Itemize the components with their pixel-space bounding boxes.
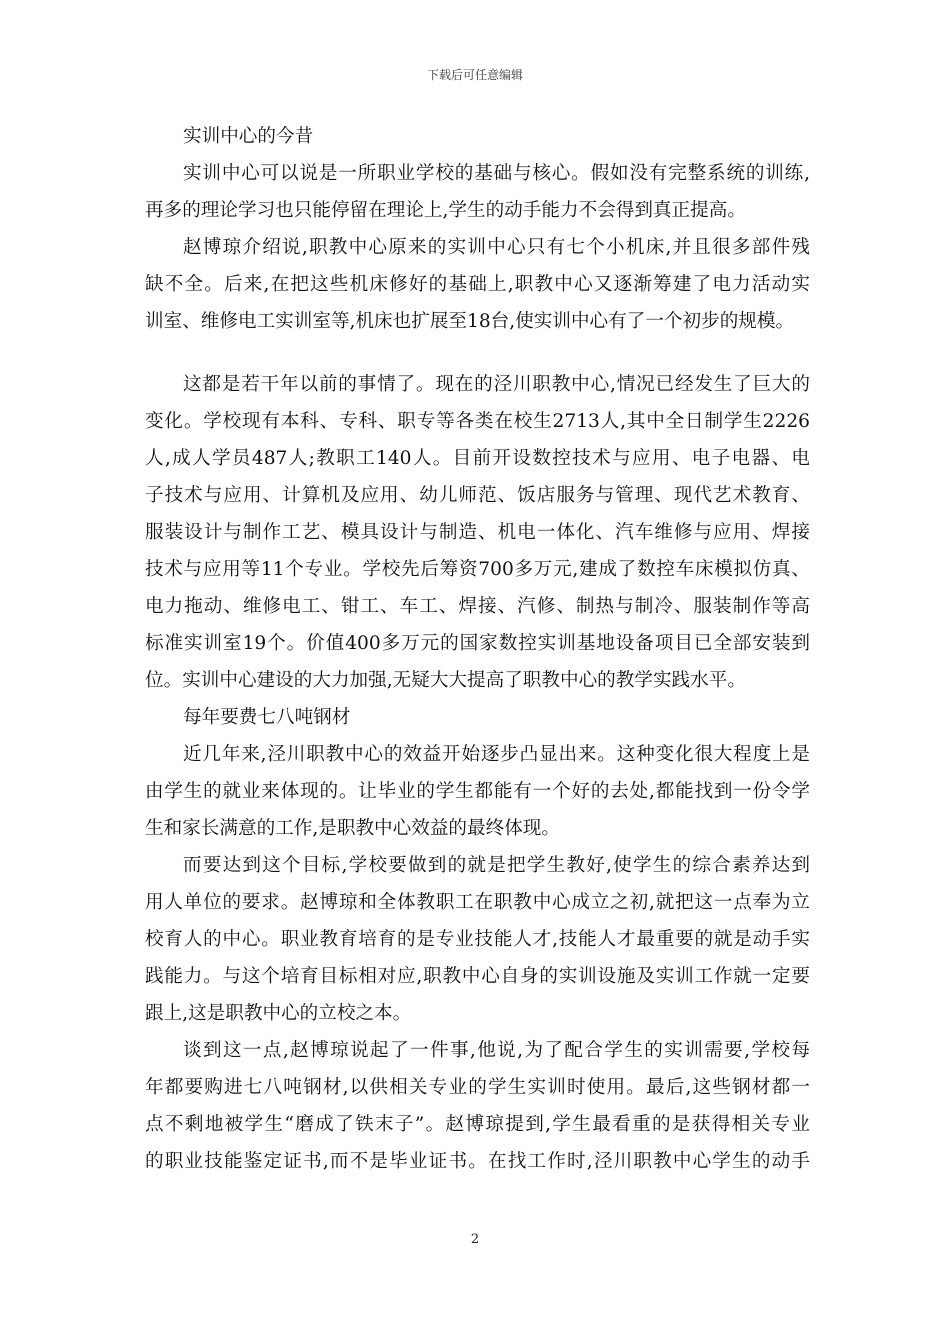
- paragraph-line: 近几年来,泾川职教中心的效益开始逐步凸显出来。这种变化很大程度上是: [183, 744, 810, 765]
- paragraph-line: 跟上,这是职教中心的立校之本。: [145, 1003, 412, 1024]
- paragraph-line: 技术与应用等11个专业。学校先后筹资700多万元,建成了数控车床模拟仿真、: [145, 559, 810, 580]
- document-body: [145, 118, 810, 1180]
- paragraph-line: 服装设计与制作工艺、模具设计与制造、机电一体化、汽车维修与应用、焊接: [145, 522, 810, 543]
- paragraph-line: 用人单位的要求。赵博琼和全体教职工在职教中心成立之初,就把这一点奉为立: [145, 892, 810, 913]
- page-number: 2: [470, 1232, 480, 1247]
- paragraph-line: 的职业技能鉴定证书,而不是毕业证书。在找工作时,泾川职教中心学生的动手: [145, 1151, 810, 1172]
- paragraph-line: 校育人的中心。职业教育培育的是专业技能人才,技能人才最重要的就是动手实: [145, 929, 810, 950]
- page-header: 下载后可任意编辑: [426, 68, 523, 82]
- paragraph-line: 子技术与应用、计算机及应用、幼儿师范、饭店服务与管理、现代艺术教育、: [145, 485, 810, 506]
- paragraph-line: 谈到这一点,赵博琼说起了一件事,他说,为了配合学生的实训需要,学校每: [183, 1040, 810, 1061]
- paragraph-line: 而要达到这个目标,学校要做到的就是把学生教好,使学生的综合素养达到: [183, 855, 810, 876]
- section-heading: 实训中心的今昔: [183, 126, 314, 147]
- paragraph-line: 电力拖动、维修电工、钳工、车工、焊接、汽修、制热与制冷、服装制作等高: [145, 596, 810, 617]
- paragraph-line: 缺不全。后来,在把这些机床修好的基础上,职教中心又逐渐筹建了电力活动实: [145, 274, 810, 295]
- paragraph-line: 人,成人学员487人;教职工140人。目前开设数控技术与应用、电子电器、电: [145, 448, 810, 469]
- paragraph-line: 年都要购进七八吨钢材,以供相关专业的学生实训时使用。最后,这些钢材都一: [145, 1077, 810, 1098]
- paragraph-line: 赵博琼介绍说,职教中心原来的实训中心只有七个小机床,并且很多部件残: [183, 237, 810, 258]
- paragraph-line: 再多的理论学习也只能停留在理论上,学生的动手能力不会得到真正提高。: [145, 200, 746, 221]
- paragraph-line: 践能力。与这个培育目标相对应,职教中心自身的实训设施及实训工作就一定要: [145, 966, 810, 987]
- paragraph-line: 生和家长满意的工作,是职教中心效益的最终体现。: [145, 818, 560, 839]
- paragraph-line: 这都是若干年以前的事情了。现在的泾川职教中心,情况已经发生了巨大的: [183, 374, 810, 395]
- paragraph-gap: [145, 340, 810, 366]
- paragraph-line: 点不剩地被学生“磨成了铁末子”。赵博琼提到,学生最看重的是获得相关专业: [145, 1114, 810, 1135]
- paragraph-line: 实训中心可以说是一所职业学校的基础与核心。假如没有完整系统的训练,: [183, 163, 810, 184]
- paragraph-line: 位。实训中心建设的大力加强,无疑大大提高了职教中心的教学实践水平。: [145, 670, 746, 691]
- paragraph-line: 变化。学校现有本科、专科、职专等各类在校生2713人,其中全日制学生2226: [145, 411, 810, 432]
- paragraph-line: 训室、维修电工实训室等,机床也扩展至18台,使实训中心有了一个初步的规模。: [145, 311, 795, 332]
- section-heading: 每年要费七八吨钢材: [183, 707, 351, 728]
- paragraph-line: 由学生的就业来体现的。让毕业的学生都能有一个好的去处,都能找到一份令学: [145, 781, 810, 802]
- paragraph-line: 标准实训室19个。价值400多万元的国家数控实训基地设备项目已全部安装到: [145, 633, 810, 654]
